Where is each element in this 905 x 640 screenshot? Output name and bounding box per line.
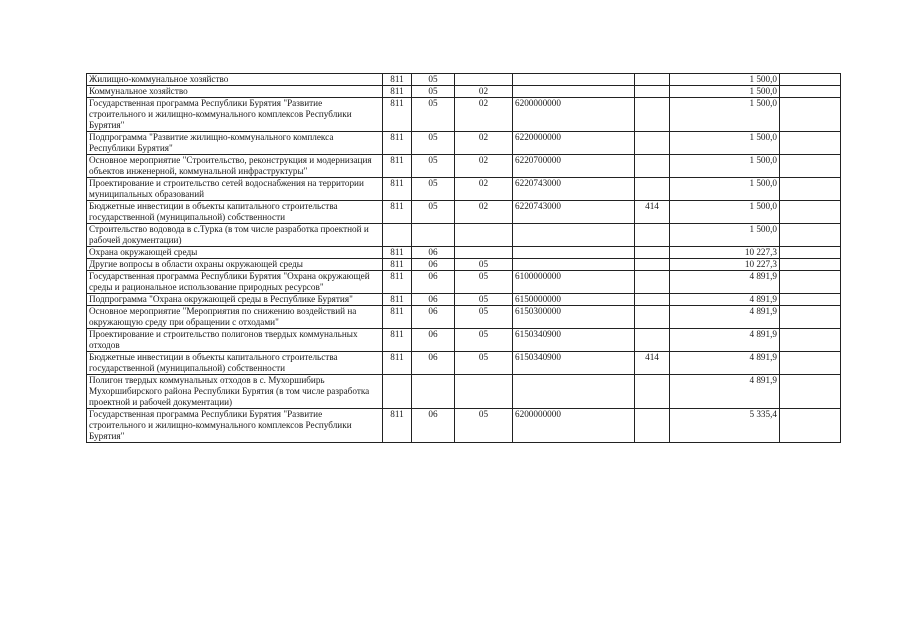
cell-subsection-code: 05	[455, 306, 513, 329]
cell-empty	[780, 294, 841, 306]
cell-amount: 1 500,0	[670, 74, 780, 86]
cell-section-code: 05	[412, 74, 455, 86]
cell-expense-type-code	[635, 74, 670, 86]
cell-amount: 5 335,4	[670, 409, 780, 443]
cell-target-article-code: 6220000000	[513, 132, 635, 155]
cell-empty	[780, 306, 841, 329]
cell-target-article-code: 6200000000	[513, 98, 635, 132]
cell-name: Проектирование и строительство сетей водоснабжения на территории муниципальных образований	[87, 178, 383, 201]
cell-expense-type-code	[635, 155, 670, 178]
cell-grbs-code: 811	[383, 294, 412, 306]
table-row	[87, 259, 841, 271]
cell-amount: 4 891,9	[670, 329, 780, 352]
cell-grbs-code	[383, 224, 412, 247]
cell-empty	[780, 224, 841, 247]
cell-grbs-code: 811	[383, 352, 412, 375]
cell-amount: 10 227,3	[670, 259, 780, 271]
cell-expense-type-code	[635, 259, 670, 271]
cell-target-article-code	[513, 86, 635, 98]
cell-grbs-code: 811	[383, 98, 412, 132]
table-row	[87, 178, 841, 201]
cell-empty	[780, 155, 841, 178]
cell-section-code: 05	[412, 98, 455, 132]
cell-target-article-code: 6150000000	[513, 294, 635, 306]
cell-empty	[780, 259, 841, 271]
cell-section-code	[412, 375, 455, 409]
cell-name: Проектирование и строительство полигонов твердых коммунальных отходов	[87, 329, 383, 352]
cell-empty	[780, 201, 841, 224]
cell-amount: 1 500,0	[670, 201, 780, 224]
cell-section-code: 06	[412, 329, 455, 352]
cell-section-code: 05	[412, 201, 455, 224]
cell-subsection-code	[455, 247, 513, 259]
cell-target-article-code	[513, 74, 635, 86]
cell-subsection-code: 02	[455, 178, 513, 201]
table-row	[87, 329, 841, 352]
cell-grbs-code: 811	[383, 178, 412, 201]
cell-section-code: 06	[412, 271, 455, 294]
cell-subsection-code	[455, 74, 513, 86]
budget-table	[86, 73, 841, 443]
cell-amount: 1 500,0	[670, 224, 780, 247]
cell-grbs-code: 811	[383, 409, 412, 443]
cell-expense-type-code	[635, 247, 670, 259]
cell-subsection-code: 02	[455, 98, 513, 132]
table-row	[87, 98, 841, 132]
cell-subsection-code: 05	[455, 294, 513, 306]
cell-name: Государственная программа Республики Бурятия "Охрана окружающей среды и рациональное использование природных ресурсов"	[87, 271, 383, 294]
cell-grbs-code: 811	[383, 271, 412, 294]
cell-subsection-code: 05	[455, 409, 513, 443]
cell-name: Жилищно-коммунальное хозяйство	[87, 74, 383, 86]
cell-name: Бюджетные инвестиции в объекты капитального строительства государственной (муниципальной) собственности	[87, 352, 383, 375]
cell-name: Подпрограмма "Охрана окружающей среды в Республике Бурятия"	[87, 294, 383, 306]
cell-grbs-code: 811	[383, 259, 412, 271]
cell-expense-type-code	[635, 86, 670, 98]
cell-section-code: 05	[412, 86, 455, 98]
cell-target-article-code: 6150340900	[513, 329, 635, 352]
cell-target-article-code: 6200000000	[513, 409, 635, 443]
cell-name: Государственная программа Республики Бурятия "Развитие строительного и жилищно-коммунального комплексов Республики Бурятия"	[87, 98, 383, 132]
table-row	[87, 409, 841, 443]
cell-expense-type-code	[635, 375, 670, 409]
cell-name: Основное мероприятие "Мероприятия по снижению воздействий на окружающую среду при обращении с отходами"	[87, 306, 383, 329]
cell-name: Бюджетные инвестиции в объекты капитального строительства государственной (муниципальной) собственности	[87, 201, 383, 224]
cell-name: Полигон твердых коммунальных отходов в с. Мухоршибирь Мухоршибирского района Республики Бурятия (в том числе разработка проектной и рабочей документации)	[87, 375, 383, 409]
cell-grbs-code: 811	[383, 329, 412, 352]
cell-subsection-code	[455, 375, 513, 409]
cell-section-code: 05	[412, 132, 455, 155]
cell-grbs-code: 811	[383, 306, 412, 329]
cell-expense-type-code: 414	[635, 201, 670, 224]
table-row	[87, 294, 841, 306]
table-row	[87, 224, 841, 247]
cell-amount: 1 500,0	[670, 132, 780, 155]
cell-target-article-code	[513, 247, 635, 259]
cell-empty	[780, 247, 841, 259]
cell-target-article-code: 6150340900	[513, 352, 635, 375]
table-row	[87, 201, 841, 224]
cell-target-article-code: 6150300000	[513, 306, 635, 329]
cell-subsection-code: 02	[455, 201, 513, 224]
table-row	[87, 306, 841, 329]
cell-empty	[780, 352, 841, 375]
cell-grbs-code: 811	[383, 74, 412, 86]
cell-expense-type-code	[635, 98, 670, 132]
cell-target-article-code: 6220700000	[513, 155, 635, 178]
cell-expense-type-code: 414	[635, 352, 670, 375]
cell-amount: 1 500,0	[670, 155, 780, 178]
budget-sheet	[86, 73, 808, 443]
table-row	[87, 271, 841, 294]
cell-empty	[780, 329, 841, 352]
cell-empty	[780, 375, 841, 409]
cell-empty	[780, 178, 841, 201]
cell-subsection-code: 02	[455, 132, 513, 155]
cell-expense-type-code	[635, 306, 670, 329]
cell-section-code: 05	[412, 178, 455, 201]
cell-grbs-code	[383, 375, 412, 409]
table-row	[87, 74, 841, 86]
cell-name: Подпрограмма "Развитие жилищно-коммунального комплекса Республики Бурятия"	[87, 132, 383, 155]
cell-empty	[780, 409, 841, 443]
table-row	[87, 132, 841, 155]
cell-section-code: 05	[412, 155, 455, 178]
cell-expense-type-code	[635, 294, 670, 306]
cell-target-article-code	[513, 375, 635, 409]
cell-empty	[780, 86, 841, 98]
cell-amount: 4 891,9	[670, 306, 780, 329]
cell-expense-type-code	[635, 132, 670, 155]
cell-name: Коммунальное хозяйство	[87, 86, 383, 98]
table-row	[87, 352, 841, 375]
cell-target-article-code: 6220743000	[513, 178, 635, 201]
cell-amount: 4 891,9	[670, 375, 780, 409]
cell-amount: 10 227,3	[670, 247, 780, 259]
cell-expense-type-code	[635, 224, 670, 247]
cell-target-article-code	[513, 224, 635, 247]
cell-section-code	[412, 224, 455, 247]
cell-expense-type-code	[635, 329, 670, 352]
cell-section-code: 06	[412, 409, 455, 443]
cell-grbs-code: 811	[383, 247, 412, 259]
cell-name: Строительство водовода в с.Турка (в том числе разработка проектной и рабочей документации)	[87, 224, 383, 247]
cell-subsection-code: 05	[455, 271, 513, 294]
cell-subsection-code: 02	[455, 155, 513, 178]
cell-amount: 1 500,0	[670, 98, 780, 132]
cell-amount: 4 891,9	[670, 294, 780, 306]
cell-amount: 4 891,9	[670, 352, 780, 375]
cell-grbs-code: 811	[383, 132, 412, 155]
cell-name: Основное мероприятие "Строительство, реконструкция и модернизация объектов инженерной, коммунальной инфраструктуры"	[87, 155, 383, 178]
cell-expense-type-code	[635, 409, 670, 443]
cell-name: Государственная программа Республики Бурятия "Развитие строительного и жилищно-коммунального комплексов Республики Бурятия"	[87, 409, 383, 443]
cell-subsection-code: 05	[455, 352, 513, 375]
cell-target-article-code: 6220743000	[513, 201, 635, 224]
cell-section-code: 06	[412, 259, 455, 271]
cell-subsection-code: 02	[455, 86, 513, 98]
cell-grbs-code: 811	[383, 201, 412, 224]
cell-section-code: 06	[412, 352, 455, 375]
cell-amount: 1 500,0	[670, 178, 780, 201]
cell-name: Охрана окружающей среды	[87, 247, 383, 259]
cell-section-code: 06	[412, 306, 455, 329]
cell-target-article-code	[513, 259, 635, 271]
cell-empty	[780, 132, 841, 155]
table-row	[87, 375, 841, 409]
cell-empty	[780, 74, 841, 86]
budget-table-body	[87, 74, 841, 443]
cell-empty	[780, 271, 841, 294]
cell-amount: 4 891,9	[670, 271, 780, 294]
table-row	[87, 247, 841, 259]
cell-section-code: 06	[412, 247, 455, 259]
cell-section-code: 06	[412, 294, 455, 306]
cell-expense-type-code	[635, 271, 670, 294]
cell-subsection-code: 05	[455, 329, 513, 352]
cell-subsection-code: 05	[455, 259, 513, 271]
table-row	[87, 86, 841, 98]
cell-amount: 1 500,0	[670, 86, 780, 98]
cell-expense-type-code	[635, 178, 670, 201]
cell-target-article-code: 6100000000	[513, 271, 635, 294]
table-row	[87, 155, 841, 178]
cell-name: Другие вопросы в области охраны окружающей среды	[87, 259, 383, 271]
cell-grbs-code: 811	[383, 155, 412, 178]
cell-subsection-code	[455, 224, 513, 247]
cell-grbs-code: 811	[383, 86, 412, 98]
cell-empty	[780, 98, 841, 132]
